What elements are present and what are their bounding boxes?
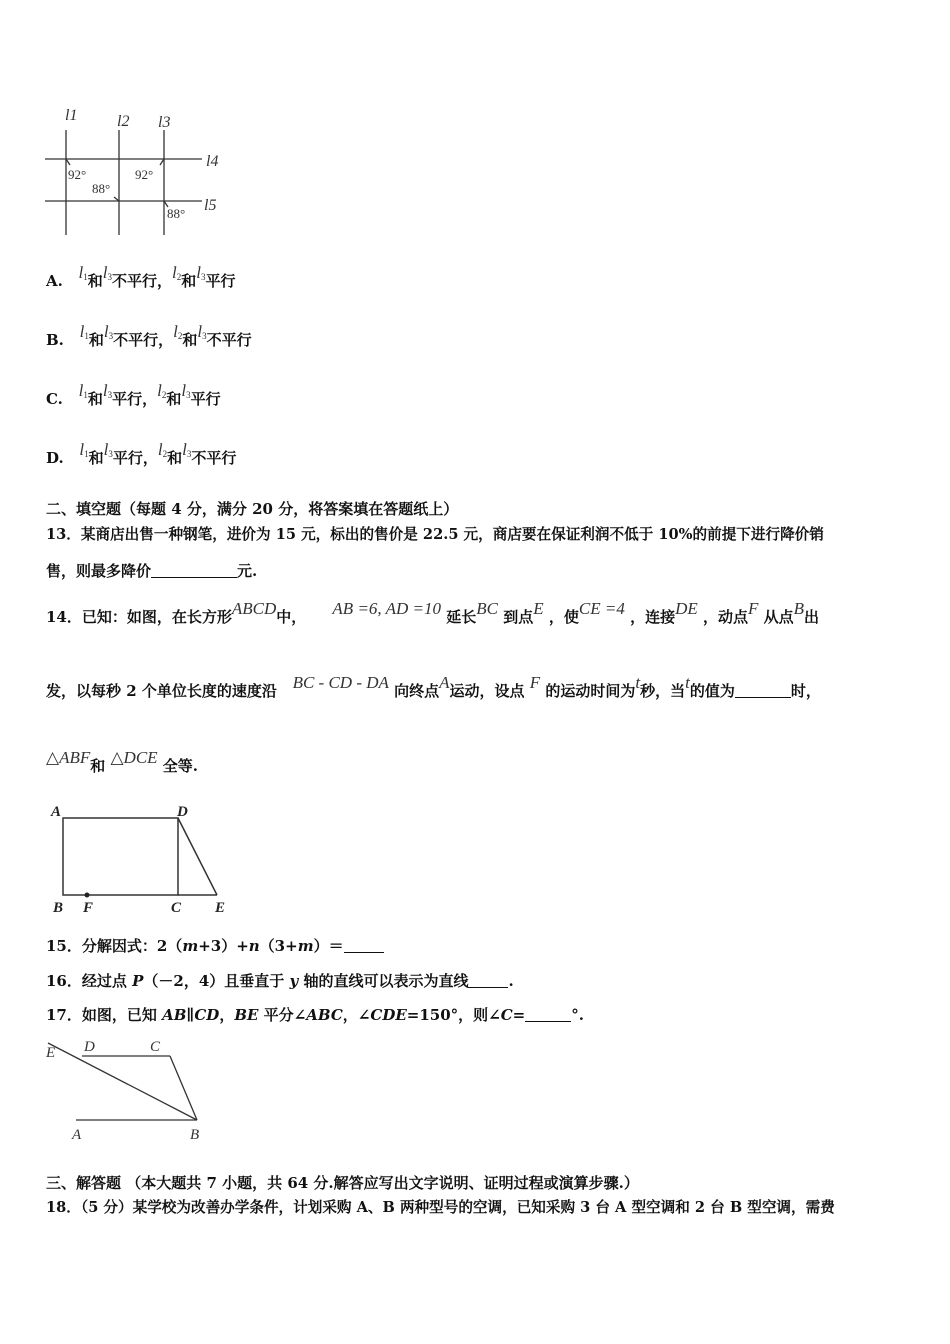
label-b: B	[53, 900, 64, 916]
label-a: A	[51, 804, 62, 820]
q16: 16．经过点 P（－2，4）且垂直于 y 轴的直线可以表示为直线 .	[46, 972, 514, 990]
angle-92-right: 92°	[135, 167, 154, 182]
segment-eb	[48, 1043, 197, 1120]
option-a[interactable]: A. $l_1$和$l_3$不平行，$l_2$和$l_3$平行	[46, 263, 236, 290]
q13-answer-blank[interactable]	[151, 563, 237, 578]
q17: 17．如图，已知 AB∥CD，BE 平分∠ABC，∠CDE=150°，则∠C= °.	[46, 1006, 584, 1024]
q15: 15．分解因式：2（m+3）+n（3+m）＝	[46, 935, 384, 956]
angle-88-left: 88°	[92, 181, 111, 196]
q14-answer-blank[interactable]	[735, 683, 791, 698]
rectangle-abcd	[63, 818, 178, 895]
label-c: C	[171, 900, 182, 916]
figure-rectangle-abcd	[45, 800, 245, 920]
q13-line1: 13．某商店出售一种钢笔，进价为 15 元，标出的售价是 22.5 元，商店要在保证利润不低于 10%的前提下进行降价销	[46, 526, 824, 543]
q18-line1: 18．（5 分）某学校为改善办学条件，计划采购 A、B 两种型号的空调，已知采购 3 台 A 型空调和 2 台 B 型空调，需费	[46, 1199, 835, 1216]
label-e: E	[215, 900, 226, 916]
label-l1: l1	[65, 107, 78, 124]
angle-92-left: 92°	[68, 167, 87, 182]
label-d: D	[177, 804, 188, 820]
point-f	[85, 893, 90, 898]
label-b: B	[190, 1127, 200, 1143]
q15-answer-blank[interactable]	[344, 938, 384, 953]
option-b[interactable]: B. $l_1$和$l_3$不平行，$l_2$和$l_3$不平行	[46, 322, 252, 349]
angle-88-right: 88°	[167, 206, 186, 221]
figure-parallel-lines	[40, 100, 240, 240]
segment-de	[178, 818, 217, 895]
section3-heading: 三、解答题 （本大题共 7 小题，共 64 分.解答应写出文字说明、证明过程或演算步骤.）	[46, 1174, 639, 1192]
label-d: D	[84, 1039, 95, 1055]
label-c: C	[150, 1039, 161, 1055]
segment-cb	[170, 1056, 197, 1120]
label-l2: l2	[117, 113, 130, 130]
q14-line3: △ABF和 △DCE 全等.	[46, 748, 199, 775]
q17-answer-blank[interactable]	[525, 1007, 571, 1022]
label-l4: l4	[206, 153, 219, 170]
label-l5: l5	[204, 197, 217, 214]
label-l3: l3	[158, 114, 171, 131]
q14-line2: 发，以每秒 2 个单位长度的速度沿 BC - CD - DA 向终点A运动，设点 F 的运动时间为t秒，当t的值为 时，	[46, 673, 821, 700]
q13-line2: 售，则最多降价 元.	[46, 562, 258, 580]
q14-line1: 14．已知：如图，在长方形ABCD中， AB =6, AD =10 延长BC 到点E ，使CE =4 ，连接DE ，动点F 从点B出	[46, 599, 820, 626]
option-d[interactable]: D. $l_1$和$l_3$平行，$l_2$和$l_3$不平行	[46, 440, 237, 467]
section2-heading: 二、填空题（每题 4 分，满分 20 分，将答案填在答题纸上）	[46, 500, 459, 518]
option-c[interactable]: C. $l_1$和$l_3$平行，$l_2$和$l_3$平行	[46, 381, 221, 408]
label-e: E	[46, 1045, 56, 1061]
figure-parallel-ab-cd	[40, 1030, 220, 1150]
label-a: A	[72, 1127, 82, 1143]
label-f: F	[83, 900, 94, 916]
q16-answer-blank[interactable]	[468, 973, 508, 988]
